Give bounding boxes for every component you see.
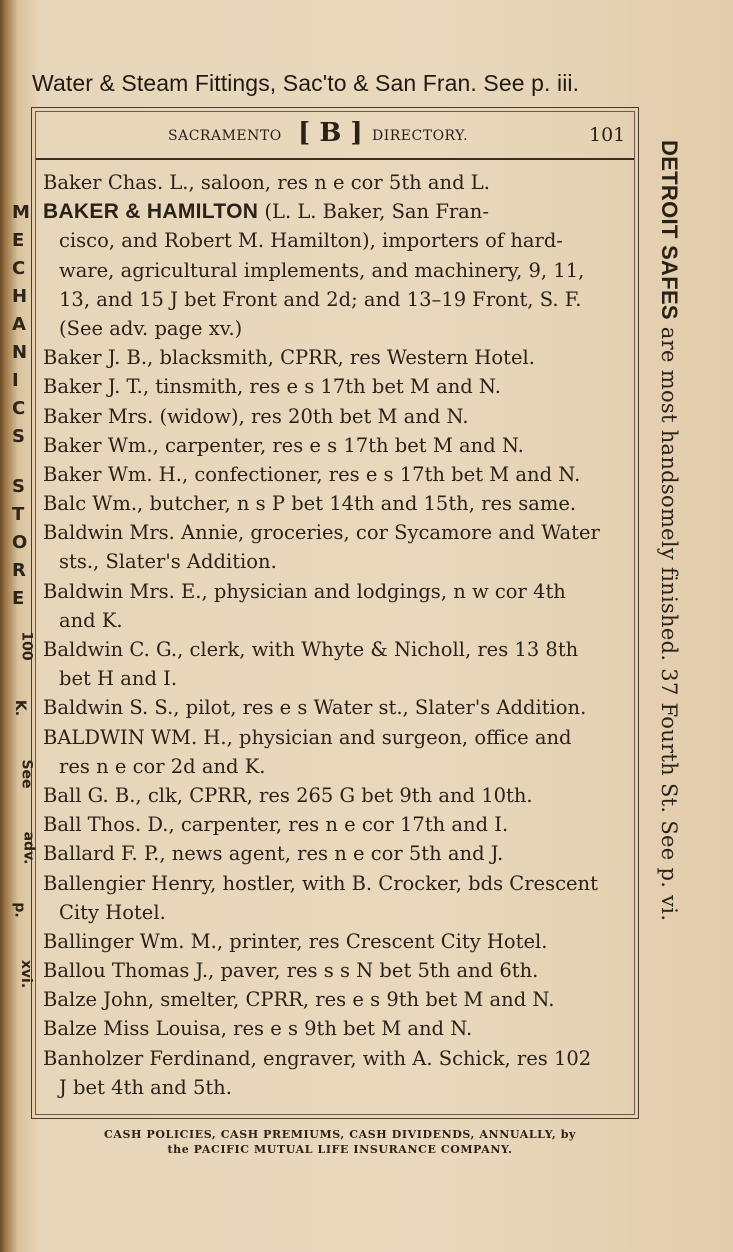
left-margin-glyph: C bbox=[12, 258, 26, 279]
left-margin-glyph: R bbox=[12, 560, 26, 581]
entry-continuation-line bbox=[43, 752, 628, 781]
left-margin-glyph: I bbox=[12, 370, 19, 391]
entry-text: Balze Miss Louisa, res e s 9th bet M and N. bbox=[43, 1017, 473, 1041]
entry-text: Baldwin Mrs. Annie, groceries, cor Sycamore and Water bbox=[43, 521, 600, 545]
entry-first-line bbox=[43, 577, 628, 606]
entry-text: Ballengier Henry, hostler, with B. Crocker, bds Crescent bbox=[43, 871, 598, 895]
entry-first-line bbox=[43, 781, 628, 810]
directory-entry bbox=[43, 1044, 628, 1102]
running-head bbox=[36, 118, 628, 154]
directory-entry bbox=[43, 723, 628, 781]
entry-first-line bbox=[43, 372, 628, 401]
directory-entry bbox=[43, 985, 628, 1014]
entry-continuation-line bbox=[43, 285, 628, 314]
directory-entry bbox=[43, 518, 628, 576]
directory-entry bbox=[43, 431, 628, 460]
directory-entry bbox=[43, 869, 628, 927]
left-margin-glyph: K. bbox=[12, 699, 29, 717]
entry-text: Ballou Thomas J., paver, res s s N bet 5th and 6th. bbox=[43, 959, 539, 983]
running-head-city: SACRAMENTO bbox=[168, 128, 282, 144]
directory-entry bbox=[43, 197, 628, 343]
directory-entries bbox=[43, 168, 628, 1102]
entry-first-line bbox=[43, 927, 628, 956]
left-margin-glyph: adv. bbox=[20, 831, 37, 865]
entry-first-line bbox=[43, 693, 628, 722]
header-rule bbox=[36, 158, 634, 160]
left-margin-glyph: A bbox=[12, 314, 26, 335]
entry-first-line bbox=[43, 1044, 628, 1073]
entry-first-line bbox=[43, 402, 628, 431]
footer-line: the PACIFIC MUTUAL LIFE INSURANCE COMPANY. bbox=[167, 1143, 513, 1156]
entry-continuation-line bbox=[43, 314, 628, 343]
left-margin-glyph: 100 bbox=[18, 631, 35, 661]
page-number: 101 bbox=[589, 124, 626, 146]
right-margin-text: DETROIT SAFES are most handsomely finished. 37 Fourth St. See p. vi. bbox=[657, 140, 682, 922]
footer-line: CASH POLICIES, CASH PREMIUMS, CASH DIVIDENDS, ANNUALLY, by bbox=[104, 1128, 576, 1141]
entry-first-line bbox=[43, 839, 628, 868]
left-margin-glyph: M bbox=[12, 202, 30, 223]
entry-text: cisco, and Robert M. Hamilton), importers of hard- bbox=[59, 229, 563, 253]
left-margin-glyph: S bbox=[12, 476, 25, 497]
entry-text: Baker J. B., blacksmith, CPRR, res Western Hotel. bbox=[43, 346, 535, 370]
left-margin-glyph: H bbox=[12, 286, 28, 307]
entry-text: Baker Wm., carpenter, res e s 17th bet M and N. bbox=[43, 433, 524, 457]
directory-entry bbox=[43, 839, 628, 868]
entry-text: Baker Mrs. (widow), res 20th bet M and N. bbox=[43, 404, 469, 428]
entry-continuation-line bbox=[43, 547, 628, 576]
entry-text: Ball G. B., clk, CPRR, res 265 G bet 9th and 10th. bbox=[43, 783, 533, 807]
entry-first-line bbox=[43, 1014, 628, 1043]
left-margin-glyph: See bbox=[18, 759, 35, 789]
entry-continuation-line bbox=[43, 226, 628, 255]
entry-text: 13, and 15 J bet Front and 2d; and 13–19 Front, S. F. bbox=[59, 287, 582, 311]
left-margin-glyph: O bbox=[12, 532, 28, 553]
entry-text: Balc Wm., butcher, n s P bet 14th and 15th, res same. bbox=[43, 492, 577, 516]
entry-text: and K. bbox=[59, 608, 123, 632]
left-margin-glyph: S bbox=[12, 426, 25, 447]
left-margin-glyph: E bbox=[12, 588, 25, 609]
running-head-title: DIRECTORY. bbox=[372, 128, 469, 144]
directory-entry bbox=[43, 460, 628, 489]
entry-text: Balze John, smelter, CPRR, res e s 9th bet M and N. bbox=[43, 988, 555, 1012]
entry-text: Baldwin Mrs. E., physician and lodgings, n w cor 4th bbox=[43, 579, 566, 603]
directory-entry bbox=[43, 635, 628, 693]
entry-first-line bbox=[43, 460, 628, 489]
left-margin-glyph: C bbox=[12, 398, 26, 419]
entry-first-line bbox=[43, 956, 628, 985]
left-margin-glyph: p. bbox=[11, 902, 28, 918]
running-head-letter: [ B ] bbox=[298, 118, 363, 148]
entry-first-line bbox=[43, 635, 628, 664]
entry-first-line bbox=[43, 869, 628, 898]
right-margin-advertisement bbox=[648, 140, 692, 1090]
entry-text: Baldwin S. S., pilot, res e s Water st., Slater's Addition. bbox=[43, 696, 587, 720]
directory-entry bbox=[43, 693, 628, 722]
left-margin-advertisement bbox=[4, 190, 37, 1110]
entry-continuation-line bbox=[43, 606, 628, 635]
directory-entry bbox=[43, 1014, 628, 1043]
entry-first-line bbox=[43, 489, 628, 518]
directory-entry bbox=[43, 402, 628, 431]
entry-continuation-line bbox=[43, 1073, 628, 1102]
directory-entry bbox=[43, 343, 628, 372]
entry-text: ware, agricultural implements, and machinery, 9, 11, bbox=[59, 258, 585, 282]
entry-text: Baker J. T., tinsmith, res e s 17th bet M and N. bbox=[43, 375, 501, 399]
entry-continuation-line bbox=[43, 256, 628, 285]
entry-text: BALDWIN WM. H., physician and surgeon, office and bbox=[43, 725, 572, 749]
left-margin-glyph: N bbox=[12, 342, 28, 363]
entry-first-line bbox=[43, 431, 628, 460]
entry-text: bet H and I. bbox=[59, 667, 178, 691]
directory-entry bbox=[43, 810, 628, 839]
entry-first-line bbox=[43, 985, 628, 1014]
directory-entry bbox=[43, 956, 628, 985]
directory-entry bbox=[43, 927, 628, 956]
entry-text: Ballard F. P., news agent, res n e cor 5th and J. bbox=[43, 842, 504, 866]
directory-entry bbox=[43, 489, 628, 518]
entry-first-line bbox=[43, 197, 628, 226]
entry-text: Ball Thos. D., carpenter, res n e cor 17th and I. bbox=[43, 813, 509, 837]
top-advertisement: Water & Steam Fittings, Sac'to & San Fran. See p. iii. bbox=[32, 70, 580, 96]
entry-first-line bbox=[43, 723, 628, 752]
entry-text: Baker Chas. L., saloon, res n e cor 5th and L. bbox=[43, 171, 490, 194]
entry-first-line bbox=[43, 168, 628, 197]
directory-entry bbox=[43, 781, 628, 810]
entry-name-caps: BAKER & HAMILTON bbox=[43, 200, 259, 224]
entry-text: (See adv. page xv.) bbox=[59, 316, 243, 340]
directory-entry bbox=[43, 372, 628, 401]
entry-text: Baker Wm. H., confectioner, res e s 17th bet M and N. bbox=[43, 462, 581, 486]
entry-text: (L. L. Baker, San Fran- bbox=[258, 200, 489, 224]
entry-text: Ballinger Wm. M., printer, res Crescent City Hotel. bbox=[43, 929, 548, 953]
left-margin-glyph: xvi. bbox=[18, 959, 35, 989]
entry-first-line bbox=[43, 518, 628, 547]
entry-text: Baldwin C. G., clerk, with Whyte & Nicholl, res 13 8th bbox=[43, 638, 579, 661]
entry-first-line bbox=[43, 810, 628, 839]
left-margin-glyph: E bbox=[12, 230, 25, 251]
entry-text: Banholzer Ferdinand, engraver, with A. Schick, res 102 bbox=[43, 1046, 592, 1070]
entry-continuation-line bbox=[43, 898, 628, 927]
entry-first-line bbox=[43, 343, 628, 372]
entry-continuation-line bbox=[43, 664, 628, 693]
entry-text: J bet 4th and 5th. bbox=[59, 1075, 232, 1099]
directory-entry bbox=[43, 168, 628, 197]
directory-entry bbox=[43, 577, 628, 635]
left-margin-glyph: T bbox=[12, 504, 25, 525]
entry-text: sts., Slater's Addition. bbox=[59, 550, 277, 574]
footer-advertisement bbox=[20, 1127, 660, 1157]
entry-text: res n e cor 2d and K. bbox=[59, 754, 266, 778]
entry-text: City Hotel. bbox=[59, 900, 166, 924]
